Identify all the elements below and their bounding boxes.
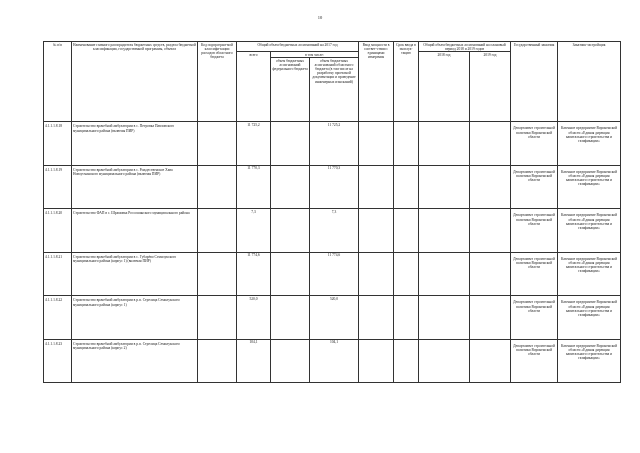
row-customer: Департамент строительной политики Воронежской области [511,122,558,166]
header-volume: Общий объем бюджетных ассигнований на 2017 год [237,42,359,52]
header-num: № п/п [44,42,72,122]
row-federal [271,165,310,209]
row-total: 11 770,3 [237,165,271,209]
row-2018 [419,252,470,296]
row-name: Строительство врачебной амбулатории в р.п. Стрелица Семилукского муниципального района (корпус 1) [72,296,198,340]
row-regional: 7,3 [310,209,359,253]
row-2019 [470,252,511,296]
row-total: 104,1 [237,339,271,383]
header-year-2019: 2019 год [470,52,511,122]
row-federal [271,339,310,383]
table-row [44,209,621,253]
header-year-2018: 2018 год [419,52,470,122]
row-code [198,209,237,253]
row-commissioning [394,339,419,383]
row-commissioning [394,252,419,296]
row-2018 [419,209,470,253]
row-contractor: Казенное предприятие Воронежской области «Единая дирекция капитального строительства и газификации» [558,252,621,296]
table-row [44,296,621,340]
row-code [198,122,237,166]
row-customer: Департамент строительной политики Воронежской области [511,339,558,383]
row-customer: Департамент строительной политики Воронежской области [511,209,558,253]
row-code [198,296,237,340]
header-volume-total: всего [237,52,271,122]
page-number: 10 [317,15,323,20]
row-2018 [419,339,470,383]
header-contractor: Заказчик-застройщик [558,42,621,122]
row-2019 [470,165,511,209]
row-customer: Департамент строительной политики Воронежской области [511,252,558,296]
row-customer: Департамент строительной политики Воронежской области [511,165,558,209]
row-num: 4.1.1.1.8.21 [44,252,72,296]
row-total: 11 774,6 [237,252,271,296]
row-total: 11 725,2 [237,122,271,166]
row-federal [271,122,310,166]
row-num: 4.1.1.1.8.20 [44,209,72,253]
header-period-volume: Общий объем бюджетных ассигнований на плановый период 2018 и 2019 годов [419,42,511,52]
row-regional: 11 725,2 [310,122,359,166]
row-capacity [359,209,394,253]
table-row [44,339,621,383]
row-num: 4.1.1.1.8.19 [44,165,72,209]
row-code [198,165,237,209]
row-code [198,339,237,383]
row-name: Строительство врачебной амбулатории в р.п. Стрелица Семилукского муниципального района (корпус 2) [72,339,198,383]
row-regional: 11 774,6 [310,252,359,296]
row-name: Строительство врачебной амбулатории в с. Петровка Павловского муниципального района (включая ПИР) [72,122,198,166]
row-num: 4.1.1.1.8.22 [44,296,72,340]
table-row [44,165,621,209]
row-2019 [470,339,511,383]
row-2018 [419,296,470,340]
row-commissioning [394,122,419,166]
row-commissioning [394,165,419,209]
row-capacity [359,252,394,296]
header-name: Наименование главного распорядителя бюджетных средств, раздела бюджетной классификации, государственной программы, объекта [72,42,198,122]
row-customer: Департамент строительной политики Воронежской области [511,296,558,340]
row-federal [271,209,310,253]
row-capacity [359,296,394,340]
row-name: Строительство врачебной амбулатории в с. Рождественское Хава Новоусманского муниципального района (включая ПИР) [72,165,198,209]
row-contractor: Казенное предприятие Воронежской области «Единая дирекция капитального строительства и газификации» [558,209,621,253]
header-commissioning: Срок ввода в эксплуа-тацию [394,42,419,122]
row-2019 [470,209,511,253]
row-name: Строительство врачебной амбулатории в с. Губарёво Семилукского муниципального района (корпус 1) (включая ПИР) [72,252,198,296]
row-commissioning [394,296,419,340]
row-contractor: Казенное предприятие Воронежской области «Единая дирекция капитального строительства и газификации» [558,122,621,166]
row-contractor: Казенное предприятие Воронежской области «Единая дирекция капитального строительства и газификации» [558,165,621,209]
row-contractor: Казенное предприятие Воронежской области «Единая дирекция капитального строительства и газификации» [558,339,621,383]
header-volume-federal: объем бюджетных ассигнований федерального бюджета [271,58,310,122]
row-2018 [419,165,470,209]
row-regional: 104,1 [310,339,359,383]
row-total: 7,3 [237,209,271,253]
header-capacity: Ввод мощности в соответ-ствии с единицами измерения [359,42,394,122]
row-2019 [470,122,511,166]
row-code [198,252,237,296]
header-customer: Государственный заказчик [511,42,558,122]
header-code: Код подпрограм-мой классифи-кации расходов областного бюджета [198,42,237,122]
row-commissioning [394,209,419,253]
header-volume-regional: объем бюджетных ассигнований областного бюджета (в том числе на разработку проектной документации и проведение инженерных изысканий) [310,58,359,122]
row-capacity [359,339,394,383]
budget-table [43,41,621,383]
row-regional: 11 770,3 [310,165,359,209]
row-capacity [359,122,394,166]
row-capacity [359,165,394,209]
row-name: Строительство ФАП в с. Шрамовка Россошанского муниципального района [72,209,198,253]
row-contractor: Казенное предприятие Воронежской области «Единая дирекция капитального строительства и газификации» [558,296,621,340]
table-row [44,122,621,166]
row-2019 [470,296,511,340]
row-regional: 520,0 [310,296,359,340]
row-federal [271,252,310,296]
row-total: 520,0 [237,296,271,340]
row-num: 4.1.1.1.8.18 [44,122,72,166]
row-federal [271,296,310,340]
header-volume-incl: в том числе: [271,52,359,58]
row-2018 [419,122,470,166]
table-row [44,252,621,296]
row-num: 4.1.1.1.8.23 [44,339,72,383]
